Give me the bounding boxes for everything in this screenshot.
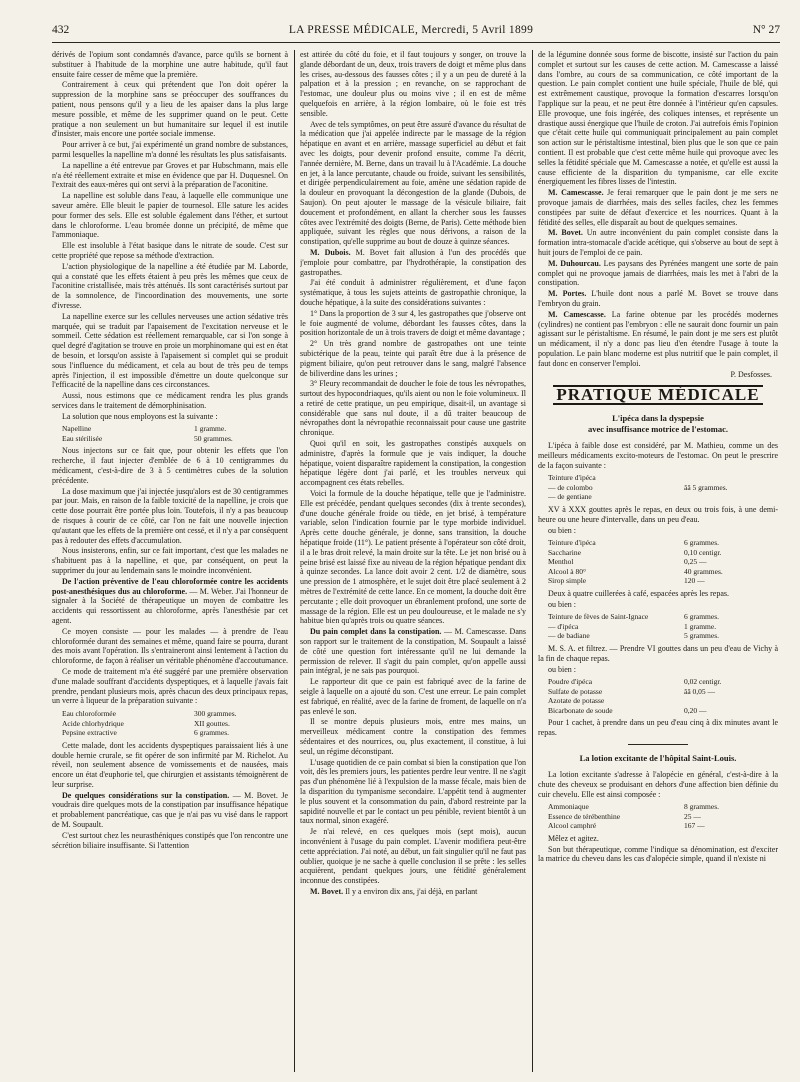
formula-row: Alcool à 80° 40 grammes. xyxy=(548,566,723,576)
speaker-name: M. Portes. xyxy=(548,289,587,299)
paragraph: L'action physiologique de la napelline a été étudiée par M. Laborde, qui a constaté que les effets étaient à peu près les mêmes que ceux de l'aconitine cristallisée, mais très atténués. Ils sont caractérisés surtout par de la somnolence, de l'incoordination des mouvements, une sorte d'ivresse. xyxy=(52,261,288,310)
formula xyxy=(548,802,778,831)
formula-row: Saccharine 0,10 centigr. xyxy=(548,547,722,557)
formula xyxy=(62,424,288,443)
paragraph: Je n'ai relevé, en ces quelques mois (sept mois), aucun inconvénient à l'usage du pain complet. L'avenir modifiera peut-être cette appréciation. J'ai noté, au début, un fait singulier qu'il ne faut pas oublier, quoique je ne sache à quelle conclusion il se prête : les selles acquièrent, pendant quelques jours, une fétidité généralement inconnue des constipées. xyxy=(300,827,526,886)
paragraph: M. Portes. L'huile dont nous a parlé M. Bovet se trouve dans l'embryon du grain. xyxy=(538,289,778,308)
paragraph: Contrairement à ceux qui prétendent que l'on doit opérer la suppression de la morphine sans se préoccuper des souffrances du patient, nous pensons qu'il y a lieu de les apaiser dans la plus large mesure possible, et même de les supprimer quand on le peut. Cette pratique a non seulement un but humanitaire sur lequel il est inutile d'insister, mais encore une portée sociale immense. xyxy=(52,80,288,139)
speaker-name: M. Dubois. xyxy=(310,247,351,257)
paragraph: ou bien : xyxy=(548,599,576,609)
paragraph: de la légumine donnée sous forme de biscotte, insisté sur l'action du pain complet et surtout sur les causes de cette action. M. Camescasse a laissé dans l'ombre, au cours de sa communication, ce côté important de la question. Le pain complet contient une huile spéciale, l'huile de blé, qui est extrêmement caustique, provoque la formation d'escarres lorsqu'on l'applique sur la peau, et ne peut être donnée à l'intérieur qu'en capsules. Elle provoque, une fois ingérée, des coliques intenses, et représente un drastique aussi énergique que l'huile de croton. J'ai autrefois émis l'opinion que c'était cette huile qui communiquait principalement au pain complet son action sur le péristaltisme intestinal, bien plus que le son que ce pain contient. Il est probable que c'est cette même huile qui provoque avec les selles la fétidité spéciale que M. Camescasse a notée, et qu'elle est aussi la cause efficiente de la disparition du tympanisme, car elle excite énergiquement les fibres lisses de l'intestin. xyxy=(538,50,778,187)
formula-row: Teinture d'ipéca 6 grammes. xyxy=(548,538,719,548)
paragraph: Quoi qu'il en soit, les gastropathes constipés auxquels on administre, d'après la formule que je vais indiquer, la douche hépatique, voient disparaître rapidement la constipation, la congestion hépatique légère dont j'ai parlé, et les troubles nerveux qui accompagnent ces états rebelles. xyxy=(300,439,526,488)
formula-row: Teinture de fèves de Saint-Ignace 6 grammes. xyxy=(548,612,719,622)
paragraph: ou bien : xyxy=(548,525,576,535)
speaker-name: M. Bovet. xyxy=(310,886,344,896)
paragraph: La napelline est soluble dans l'eau, à laquelle elle communique une saveur amère. Elle bleuit le papier de tournesol. Elle sature les acides pour former des sels. Elle est soluble également dans l'éther, et surtout dans le chloroforme. L'eau bromée donne un précipité, de même que l'ammoniaque. xyxy=(52,191,288,240)
paragraph: Son but thérapeutique, comme l'indique sa dénomination, est d'exciter la matrice du cheveu dans les cas d'alopécie simple, quand il n'existe ni xyxy=(538,844,778,864)
formula-row: — de badiane 5 grammes. xyxy=(548,631,719,641)
formula-row: Essence de térébenthine 25 — xyxy=(548,811,701,821)
paragraph: dérivés de l'opium sont condamnés d'avance, parce qu'ils se bornent à substituer à l'habitude de la morphine une autre habitude, qu'il faut ensuite faire cesser de même que la première. xyxy=(52,50,288,79)
formula-row: Sulfate de potasse ââ 0,05 — xyxy=(548,686,716,696)
paragraph: La napelline a été entrevue par Groves et par Hubschmann, mais elle n'a été réellement extraite et mise en évidence que par H. Duquesnel. On l'extrait des eaux-mères qui ont servi à la préparation de l'aconitine. xyxy=(52,160,288,190)
paragraph: Elle est insoluble à l'état basique dans le nitrate de soude. C'est sur cette propriété que repose sa méthode d'extraction. xyxy=(52,241,288,260)
header-rule xyxy=(52,42,780,43)
formula-row: Azotate de potasse xyxy=(548,696,605,706)
formula-row: Acide chlorhydrique XII gouttes. xyxy=(62,718,230,728)
formula-row: Napelline 1 gramme. xyxy=(62,424,227,434)
formula-row: Eau stérilisée 50 grammes. xyxy=(62,433,233,443)
paragraph: Nous injectons sur ce fait que, pour obtenir les effets que l'on recherche, il faut injecter d'emblée de 6 à 10 centigrammes du médicament, c'est-à-dire de 3 à 5 centimètres cubes de la solution précédente. xyxy=(52,446,288,485)
rubric-paragraph: De l'action préventive de l'eau chloroformée contre les accidents post-anesthésiques dus au chloroforme. — M. Weber. J'ai l'honneur de signaler à la Société de thérapeutique un moyen de combattre les accidents qui ressortissent au chloroforme, après l'anesthésie par cet agent. xyxy=(52,576,288,626)
paragraph: est attirée du côté du foie, et il faut toujours y songer, on trouve la glande débordant de un, deux, trois travers de doigt et même plus dans les crises, au-dessous des fausses côtes ; il y a un peu de dureté à la palpation et à la pression ; en revanche, on se rapprochant de l'estomac, une douleur plus ou moins vive ; il en est de même quelquefois en arrière, à la région lombaire, où le foie est très sensible. xyxy=(300,50,526,118)
formula-row: — de colombo ââ 5 grammes. xyxy=(548,482,728,492)
formula xyxy=(548,612,778,641)
issue-number: N° 27 xyxy=(752,24,780,36)
paragraph: Aussi, nous estimons que ce médicament rendra les plus grands services dans le traitement de démorphinisation. xyxy=(52,391,288,410)
formula-row: Teinture d'ipéca xyxy=(548,473,596,483)
paragraph: Voici la formule de la douche hépatique, telle que je l'administre. Elle est précédée, pendant quelques secondes (dix à trente secondes), d'une douche générale froide ou tiède, en jet brisé, à température variable, selon l'indication fournie par le type morbide individuel. Après cette douche générale, je donne, sans transition, la douche hépatique froide (11°). Le patient présente à l'opérateur son côté droit, il a le bras droit relevé, la main droite sur la tête. Le jet non brisé ou à peine brisé est laissé fixe au niveau de la région hépatique pendant dix à quinze secondes. La lance doit avoir 2 cent. 1/2 de diamètre, sous une pression de 1 atmosphère, et le sujet doit être placé seulement à 2 mètres de l'extrémité de cette lance. En ce moment, la douche doit être percutante ; elle doit provoquer un ébranlement profond, une sorte de massage de la région. Elle est un peu douloureuse, et le malade ne s'y habitue bien qu'après trois ou quatre séances. xyxy=(300,489,526,626)
speaker-name: M. Camescasse. xyxy=(548,309,606,319)
page-number: 432 xyxy=(52,24,70,36)
section-heading: PRATIQUE MÉDICALE xyxy=(553,385,763,405)
signature: P. Desfosses. xyxy=(730,369,772,379)
rubric-title: Du pain complet dans la constipation. xyxy=(310,627,442,637)
paragraph: La napelline exerce sur les cellules nerveuses une action sédative très marquée, qui se traduit par l'apaisement de l'excitation nerveuse et le sommeil. Cette sédation est réellement remarquable, car si l'on songe à quel degré d'agitation se trouve en proie un morphinomane qui est en état de besoin, et lorsqu'on assiste à l'apaisement si complet qui se produit sous l'influence du médicament, et cela au bout de très peu de temps après l'injection, il est impossible d'émettre un doute quelconque sur l'efficacité de la napelline dans ces circonstances. xyxy=(52,311,288,390)
paragraph: J'ai été conduit à administrer régulièrement, et d'une façon systématique, à tous les sujets atteints de gastropathie chronique, la douche hépatique, à la suite des considérations suivantes : xyxy=(300,278,526,307)
paragraph: 3° Fleury recommandait de doucher le foie de tous les névropathes, surtout des hypocondriaques, qu'ils aient ou non le foie volumineux. Il a retiré de cette pratique, un peu empirique, disait-il, un avantage si considérable que sans nul doute, il a dû traiter beaucoup de névropathes dont la névropathie reconnaissait pour cause une gastrite chronique. xyxy=(300,379,526,438)
formula xyxy=(548,538,778,586)
speaker-name: M. Bovet. xyxy=(548,228,583,238)
paragraph: ou bien : xyxy=(548,664,576,674)
page-header xyxy=(52,22,780,38)
rubric-title: De l'action préventive de l'eau chloroformée contre les accidents post-anesthésiques dus au chloroforme. xyxy=(52,576,288,596)
formula xyxy=(62,709,288,738)
rubric-paragraph: De quelques considérations sur la constipation. — M. Bovet. Je voudrais dire quelques mots de la constipation par insuffisance hépatique et probablement pancréatique, cas que je n'ai pas vu visé dans le rapport de M. Soupault. xyxy=(52,790,288,830)
paragraph: Deux à quatre cuillerées à café, espacées après les repas. xyxy=(548,588,730,598)
paragraph: M. Camescasse. La farine obtenue par les procédés modernes (cylindres) ne contient pas l'embryon : elle ne saurait donc fournir un pain agissant sur le péristaltisme. En résumé, le pain dont je me sers est plutôt un médicament, il n'y a donc pas lieu d'en étendre l'usage à toute la population. Le pain blanc moderne est plus nutritif que le pain complet, il faut donc en conserver l'emploi. xyxy=(538,309,778,368)
formula xyxy=(548,677,778,715)
paragraph: L'ipéca à faible dose est considéré, par M. Mathieu, comme un des meilleurs médicaments excito-moteurs de l'estomac. On peut le prescrire de la façon suivante : xyxy=(538,441,778,470)
column-1 xyxy=(52,50,288,1072)
divider xyxy=(628,744,688,745)
paragraph: M. Bovet. Un autre inconvénient du pain complet consiste dans la formation intra-stomacale d'acide acétique, qui s'observe au bout de sept à huit jours de l'emploi de ce pain. xyxy=(538,228,778,257)
paragraph: L'usage quotidien de ce pain combat si bien la constipation que l'on voit, dès les premiers jours, les patientes perdre leur ventre. Il ne s'agit pas d'un phénomène lié à l'expulsion de la masse fécale, mais bien de la disparition du tympanisme secondaire. L'appétit tend à augmenter le plus souvent et la consommation du pain, d'abord restreinte par la sapidité nouvelle et par le contact un peu pénible, revient bientôt à un taux normal, sinon exagéré. xyxy=(300,757,526,826)
paragraph: Pour arriver à ce but, j'ai expérimenté un grand nombre de substances, parmi lesquelles la napelline m'a donné les résultats les plus satisfaisants. xyxy=(52,140,288,159)
paragraph: C'est surtout chez les neurasthéniques constipés que l'on rencontre une sécrétion biliaire insuffisante. Si l'attention xyxy=(52,830,288,850)
formula xyxy=(548,473,778,502)
paragraph: M. Bovet. Il y a environ dix ans, j'ai déjà, en parlant xyxy=(310,886,478,896)
formula-row: Menthol 0,25 — xyxy=(548,557,707,567)
formula-row: Poudre d'ipéca 0,02 centigr. xyxy=(548,677,722,687)
formula-row: Alcool camphré 167 — xyxy=(548,821,705,831)
formula-row: Eau chloroformée 300 grammes. xyxy=(62,709,237,719)
paragraph: Le rapporteur dit que ce pain est fabriqué avec de la farine de seigle à laquelle on a ajouté du son. C'est une erreur. Le pain complet est fabriqué, en réalité, avec de la farine de froment, de laquelle on n'a pas enlevé le son. xyxy=(300,677,526,716)
paragraph: M. S. A. et filtrez. — Prendre VI gouttes dans un peu d'eau de Vichy à la fin de chaque repas. xyxy=(538,643,778,663)
rubric-title: De quelques considérations sur la constipation. xyxy=(62,790,230,800)
paragraph: Avec de tels symptômes, on peut être assuré d'avance du résultat de la médication que j'ai appelée indirecte par le massage de la région hépatique en avant et en arrière, massage superficiel au début et fait avec les doigts, pour devenir profond ensuite, comme l'a décrit, l'année dernière, M. Berne, dans un travail lu à l'Académie. La douche en jet, à la lance percutante, chaude ou froide, suivant les sensibilités, et dirigée perpendiculairement au foie, amène une sédation rapide de la douleur en provoquant la décongestion de la glande (Dubois, de Saujon). On peut ajouter le massage de la vésicule biliaire, fait doucement et profondément, en allant la chercher sous les fausses côtes avec l'extrémité des doigts (Berne, de Paris). Cette méthode bien appliquée, suivant les règles que nous dérivons, a raison de la constipation, qu'elle supprime au bout de douze à quinze séances. xyxy=(300,119,526,247)
paragraph: La lotion excitante s'adresse à l'alopécie en général, c'est-à-dire à la chute des cheveux se produisant en dehors d'une affection bien définie du cuir chevelu. Elle est ainsi composée : xyxy=(538,769,778,799)
paragraph: Cette malade, dont les accidents dyspeptiques paraissaient liés à une double hernie crurale, se fit opérer de son infirmité par M. Richelot. Au réveil, non seulement absence de vomissements et de nausées, mais encore un état d'euphorie tel, que chirurgien et assistants témoignèrent de leur surprise. xyxy=(52,740,288,789)
paragraph: Pour 1 cachet, à prendre dans un peu d'eau cinq à dix minutes avant le repas. xyxy=(538,718,778,738)
formula-row: Sirop simple 120 — xyxy=(548,576,705,586)
paragraph: Il se montre depuis plusieurs mois, entre mes mains, un merveilleux médicament contre la constipation des femmes sédentaires et des nourrices, ou, plus exactement, il constitue, à lui seul, un régime déconstipant. xyxy=(300,717,526,756)
formula-row: Ammoniaque 8 grammes. xyxy=(548,802,719,812)
paragraph: La dose maximum que j'ai injectée jusqu'alors est de 30 centigrammes par jour. Mais, en raison de la faible toxicité de la napelline, je crois que cette dose pourrait être portée plus loin. Toutefois, il n'y a pas beaucoup de risques à courir de ce côté, car l'on ne fait une nouvelle injection qu'autant que les effets de la première ont cessé, et il n'y a par conséquent pas à redouter des effets d'accumulation. xyxy=(52,486,288,545)
column-separator xyxy=(532,50,533,1072)
paragraph: M. Dubois. M. Bovet fait allusion à l'un des procédés que j'emploie pour combattre, par l'hydrothérapie, la constipation des gastropathes. xyxy=(300,247,526,277)
paragraph: M. Camescasse. Je ferai remarquer que le pain dont je me sers ne provoque jamais de diarrhées, mais des selles faciles, chez les femmes constipées par suite de défaut d'exercice et les nourrices. Quant à la fétidité des selles, elle disparaît au bout de quelques semaines. xyxy=(538,188,778,227)
formula-row: — de gentiane xyxy=(548,492,592,502)
paragraph: Mêlez et agitez. xyxy=(548,833,599,843)
speaker-name: M. Duhourcau. xyxy=(548,258,601,268)
formula-row: — d'ipéca 1 gramme. xyxy=(548,621,717,631)
paragraph: XV à XXX gouttes après le repas, en deux ou trois fois, à une demi-heure ou une heure d'intervalle, dans un peu d'eau. xyxy=(538,504,778,524)
formula-row: Bicarbonate de soude 0,20 — xyxy=(548,705,707,715)
rubric-paragraph: Du pain complet dans la constipation. — M. Camescasse. Dans son rapport sur le traitement de la constipation, M. Soupault a laissé de côté une question fort intéressante qu'il ne lui demande la permission de relever. Il s'agit du pain complet, qu'on appelle aussi pain intégral, je ne sais pas pourquoi. xyxy=(300,627,526,676)
column-separator xyxy=(294,50,295,1072)
column-3 xyxy=(538,50,778,1072)
column-2 xyxy=(300,50,526,1072)
article-title: La lotion excitante de l'hôpital Saint-Louis. xyxy=(579,752,737,763)
paragraph: Ce moyen consiste — pour les malades — à prendre de l'eau chloroformée durant des semaines et même, quand faire se pourra, durant des mois avant l'opération. Ils s'entraineront ainsi lentement à l'action du chloroforme, de façon à réaliser un véritable phénomène d'accoutumance. xyxy=(52,626,288,666)
speaker-name: M. Camescasse. xyxy=(548,188,604,198)
formula-row: Pepsine extractive 6 grammes. xyxy=(62,728,229,738)
paragraph: M. Duhourcau. Les paysans des Pyrénées mangent une sorte de pain complet qui ne provoque jamais de diarrhées, mais les met à l'abri de la constipation. xyxy=(538,258,778,288)
paragraph: Ce mode de traitement m'a été suggéré par une première observation d'une malade souffrant d'accidents dyspeptiques, et à laquelle j'avais fait prendre, pendant plusieurs mois, après chacun des deux principaux repas, un verre à liqueur de la préparation suivante : xyxy=(52,667,288,706)
article-title: L'ipéca dans la dyspepsie avec insuffisance motrice de l'estomac. xyxy=(588,413,728,435)
publication-title: LA PRESSE MÉDICALE, Mercredi, 5 Avril 1899 xyxy=(288,24,534,36)
paragraph: 1° Dans la proportion de 3 sur 4, les gastropathes que j'observe ont le foie augmenté de volume, débordant les fausses côtes, dans la position horizontale de un à trois travers de doigt et même davantage ; xyxy=(300,308,526,338)
paragraph: La solution que nous employons est la suivante : xyxy=(62,411,218,421)
paragraph: 2° Un très grand nombre de gastropathes ont une teinte subictérique de la peau, teinte qui paraît être due à la présence de pigment biliaire, qu'on peut retrouver dans le sang, malgré l'absence de biliverdine dans les urines ; xyxy=(300,339,526,378)
paragraph: Nous insisterons, enfin, sur ce fait important, c'est que les malades ne s'habituent pas à la napelline, et que, par conséquent, on peut la supprimer du jour au lendemain sans le moindre inconvénient. xyxy=(52,546,288,576)
